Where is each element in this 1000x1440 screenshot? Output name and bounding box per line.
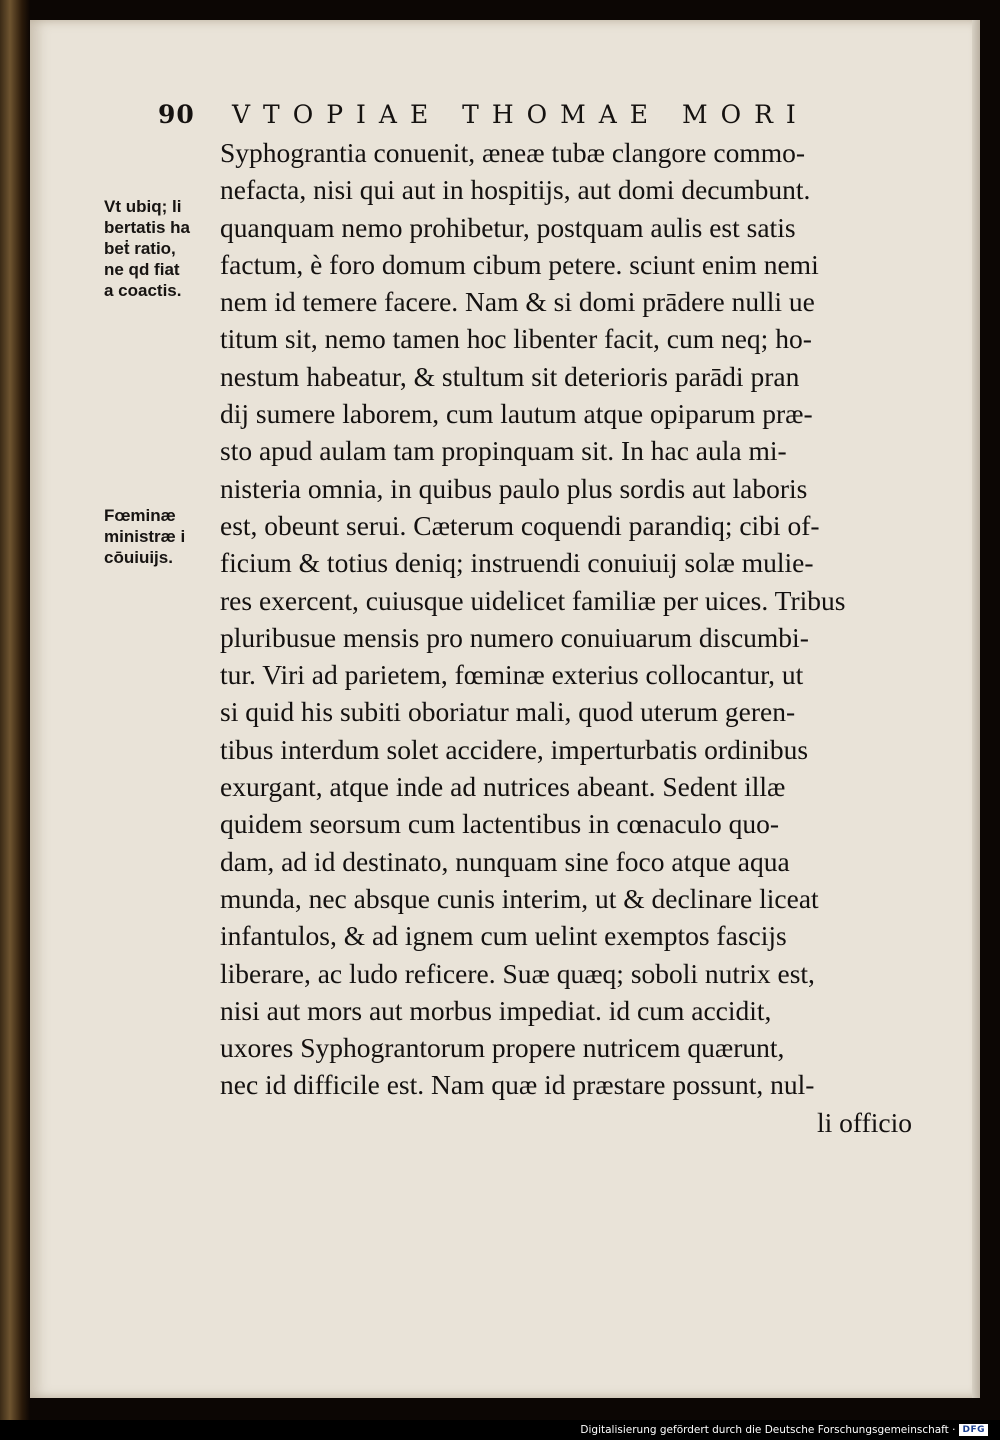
dfg-logo: DFG — [959, 1424, 988, 1436]
running-head-title: VTOPIAE THOMAE MORI — [232, 100, 809, 129]
page-edge — [972, 20, 980, 1398]
marginal-note-line: ministræ i — [104, 527, 186, 546]
text-line: dij sumere laborem, cum lautum atque opiparum præ- — [220, 398, 813, 430]
text-line: tur. Viri ad parietem, fœminæ exterius collocantur, ut — [220, 659, 804, 691]
text-line: tibus interdum solet accidere, imperturbatis ordinibus — [220, 733, 809, 765]
catchword: li officio — [817, 1106, 912, 1138]
marginal-note-line: bertatis ha — [104, 218, 190, 237]
text-line: nisteria omnia, in quibus paulo plus sordis aut laboris — [220, 472, 808, 504]
text-line: quidem seorsum cum lactentibus in cœnaculo quo- — [220, 808, 780, 840]
marginal-note-line: a coactis. — [104, 281, 182, 300]
text-line: quanquam nemo prohibetur, postquam aulis est satis — [220, 211, 796, 243]
text-line: res exercent, cuiusque uidelicet familiæ per uices. Tribus — [220, 584, 846, 616]
digitization-credit — [580, 1421, 988, 1439]
text-line: si quid his subiti oboriatur mali, quod uterum geren- — [220, 696, 796, 728]
text-line: nem id temere facere. Nam & si domi prādere nulli ue — [220, 286, 815, 318]
text-line: factum, è foro domum cibum petere. sciunt enim nemi — [220, 248, 819, 280]
text-line: titum sit, nemo tamen hoc libenter facit, cum neq; ho- — [220, 323, 812, 355]
credit-text: Digitalisierung gefördert durch die Deutsche Forschungsgemeinschaft · — [580, 1424, 956, 1436]
text-line: liberare, ac ludo reficere. Suæ quæq; soboli nutrix est, — [220, 957, 815, 989]
marginal-note-line: Fœminæ — [104, 506, 176, 525]
running-head — [158, 100, 938, 136]
marginal-note-line: ne qd fiat — [104, 260, 180, 279]
text-line: pluribusue mensis pro numero conuiuarum discumbi- — [220, 621, 809, 653]
marginal-note-line: cōuiuijs. — [104, 548, 173, 567]
text-line: ficium & totius deniq; instruendi conuiuij solæ mulie- — [220, 547, 814, 579]
text-line: exurgant, atque inde ad nutrices abeant. Sedent illæ — [220, 771, 786, 803]
page-number: 90 — [158, 100, 195, 129]
text-line: munda, nec absque cunis interim, ut & declinare liceat — [220, 882, 819, 914]
text-line: infantulos, & ad ignem cum uelint exemptos fascijs — [220, 920, 787, 952]
text-line: nec id difficile est. Nam quæ id præstare possunt, nul- — [220, 1069, 815, 1101]
text-line: dam, ad id destinato, nunquam sine foco atque aqua — [220, 845, 790, 877]
body-text — [220, 134, 920, 1141]
text-line: est, obeunt serui. Cæterum coquendi parandiq; cibi of- — [220, 509, 820, 541]
text-line: nefacta, nisi qui aut in hospitijs, aut domi decumbunt. — [220, 174, 811, 206]
text-line: Syphograntia conuenit, æneæ tubæ clangore commo- — [220, 137, 806, 168]
text-line: nisi aut mors aut morbus impediat. id cum accidit, — [220, 994, 772, 1026]
marginal-note-line: Vt ubiq; li — [104, 197, 182, 216]
text-line: uxores Syphograntorum propere nutricem quærunt, — [220, 1032, 785, 1064]
marginal-note-line: beṫ ratio, — [104, 239, 176, 258]
text-line: sto apud aulam tam propinquam sit. In hac aula mi- — [220, 435, 787, 467]
text-line: nestum habeatur, & stultum sit deterioris parādi pran — [220, 360, 800, 392]
